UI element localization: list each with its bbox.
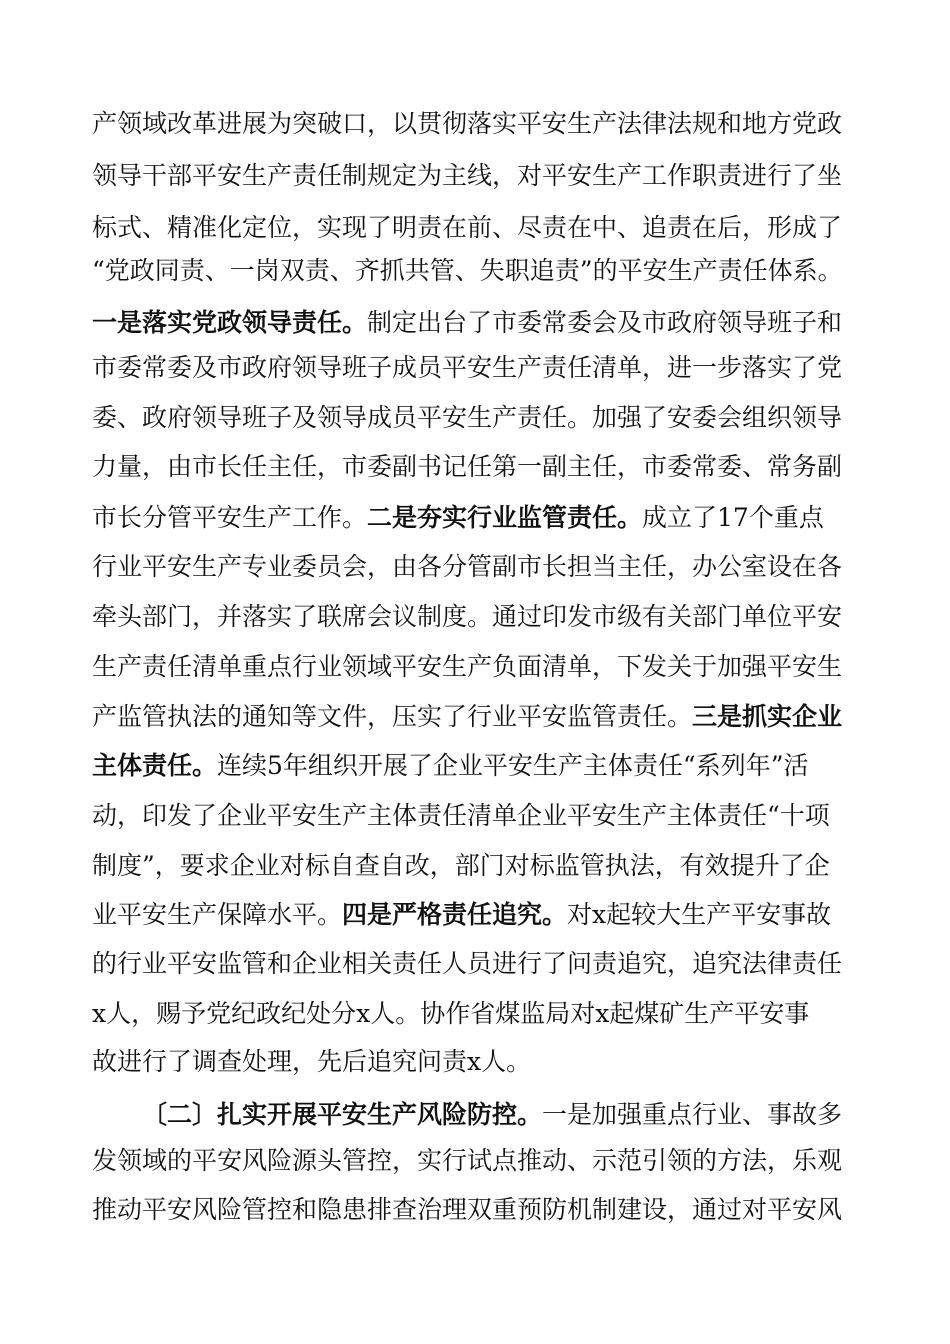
- text-run: 制度”，要求企业对标自查自改，部门对标监管执法，有效提升了企: [92, 851, 830, 880]
- text-run: 力量，由市长任主任，市委副书记任第一副主任，市委常委、常务副: [92, 452, 843, 481]
- text-line-20: [92, 1047, 950, 1077]
- text-run: 对x起较大生产平安事故: [567, 900, 832, 929]
- text-line-4: [92, 256, 950, 286]
- text-line-9: [92, 503, 950, 533]
- text-line-6: [92, 353, 950, 383]
- text-run: 委、政府领导班子及领导成员平安生产责任。加强了安委会组织领导: [92, 403, 843, 432]
- text-line-22: [92, 1146, 950, 1176]
- heading-run: 三是抓实企业: [692, 702, 843, 731]
- heading-run: 主体责任。: [92, 751, 218, 780]
- text-run: 连续5年组织开展了企业平安生产主体责任“系列年”活: [217, 751, 809, 780]
- text-line-11: [92, 602, 950, 632]
- text-run: 产监管执法的通知等文件，压实了行业平安监管责任。: [92, 702, 693, 731]
- text-line-23: [92, 1195, 950, 1225]
- text-run: 动，印发了企业平安生产主体责任清单企业平安生产主体责任“十项: [92, 801, 830, 830]
- text-line-1: [92, 109, 950, 139]
- text-run: 一是加强重点行业、事故多: [542, 1100, 843, 1129]
- text-line-13: [92, 702, 950, 732]
- text-run: 生产责任清单重点行业领域平安生产负面清单，下发关于加强平安生: [92, 652, 843, 681]
- text-line-7: [92, 403, 950, 433]
- text-line-21: [142, 1100, 950, 1130]
- text-line-12: [92, 652, 950, 682]
- text-run: x人，赐予党纪政纪处分x人。协作省煤监局对x起煤矿生产平安事: [92, 999, 810, 1028]
- text-line-8: [92, 452, 950, 482]
- text-run: 市委常委及市政府领导班子成员平安生产责任清单，进一步落实了党: [92, 353, 843, 382]
- text-run: 成立了17个重点: [642, 503, 824, 532]
- text-line-2: [92, 161, 950, 191]
- text-line-14: [92, 751, 950, 781]
- text-line-10: [92, 552, 950, 582]
- text-run: 牵头部门，并落实了联席会议制度。通过印发市级有关部门单位平安: [92, 602, 843, 631]
- text-line-17: [92, 900, 950, 930]
- text-run: “党政同责、一岗双责、齐抓共管、失职追责”的平安生产责任体系。: [92, 256, 843, 285]
- text-run: 业平安生产保障水平。: [92, 900, 343, 929]
- text-run: 行业平安生产专业委员会，由各分管副市长担当主任，办公室设在各: [92, 552, 843, 581]
- text-run: 标式、精准化定位，实现了明责在前、尽责在中、追责在后，形成了: [92, 213, 843, 242]
- heading-run: 四是严格责任追究。: [342, 900, 568, 929]
- text-line-15: [92, 801, 950, 831]
- text-run: 制定出台了市委常委会及市政府领导班子和: [367, 308, 843, 337]
- heading-run: 〔二〕扎实开展平安生产风险防控。: [142, 1100, 543, 1129]
- text-run: 的行业平安监管和企业相关责任人员进行了问责追究，追究法律责任: [92, 949, 843, 978]
- text-run: 领导干部平安生产责任制规定为主线，对平安生产工作职责进行了坐: [92, 161, 843, 190]
- text-line-19: [92, 999, 950, 1029]
- heading-run: 二是夯实行业监管责任。: [367, 503, 643, 532]
- text-run: 推动平安风险管控和隐患排查治理双重预防机制建设，通过对平安风: [92, 1195, 843, 1224]
- text-line-5: [92, 308, 950, 338]
- text-run: 发领域的平安风险源头管控，实行试点推动、示范引领的方法，乐观: [92, 1146, 843, 1175]
- text-line-18: [92, 949, 950, 979]
- text-run: 故进行了调查处理，先后追究问责x人。: [92, 1047, 532, 1076]
- text-line-3: [92, 213, 950, 243]
- text-run: 产领域改革进展为突破口，以贯彻落实平安生产法律法规和地方党政: [92, 109, 843, 138]
- text-run: 市长分管平安生产工作。: [92, 503, 368, 532]
- text-line-16: [92, 851, 950, 881]
- heading-run: 一是落实党政领导责任。: [92, 308, 368, 337]
